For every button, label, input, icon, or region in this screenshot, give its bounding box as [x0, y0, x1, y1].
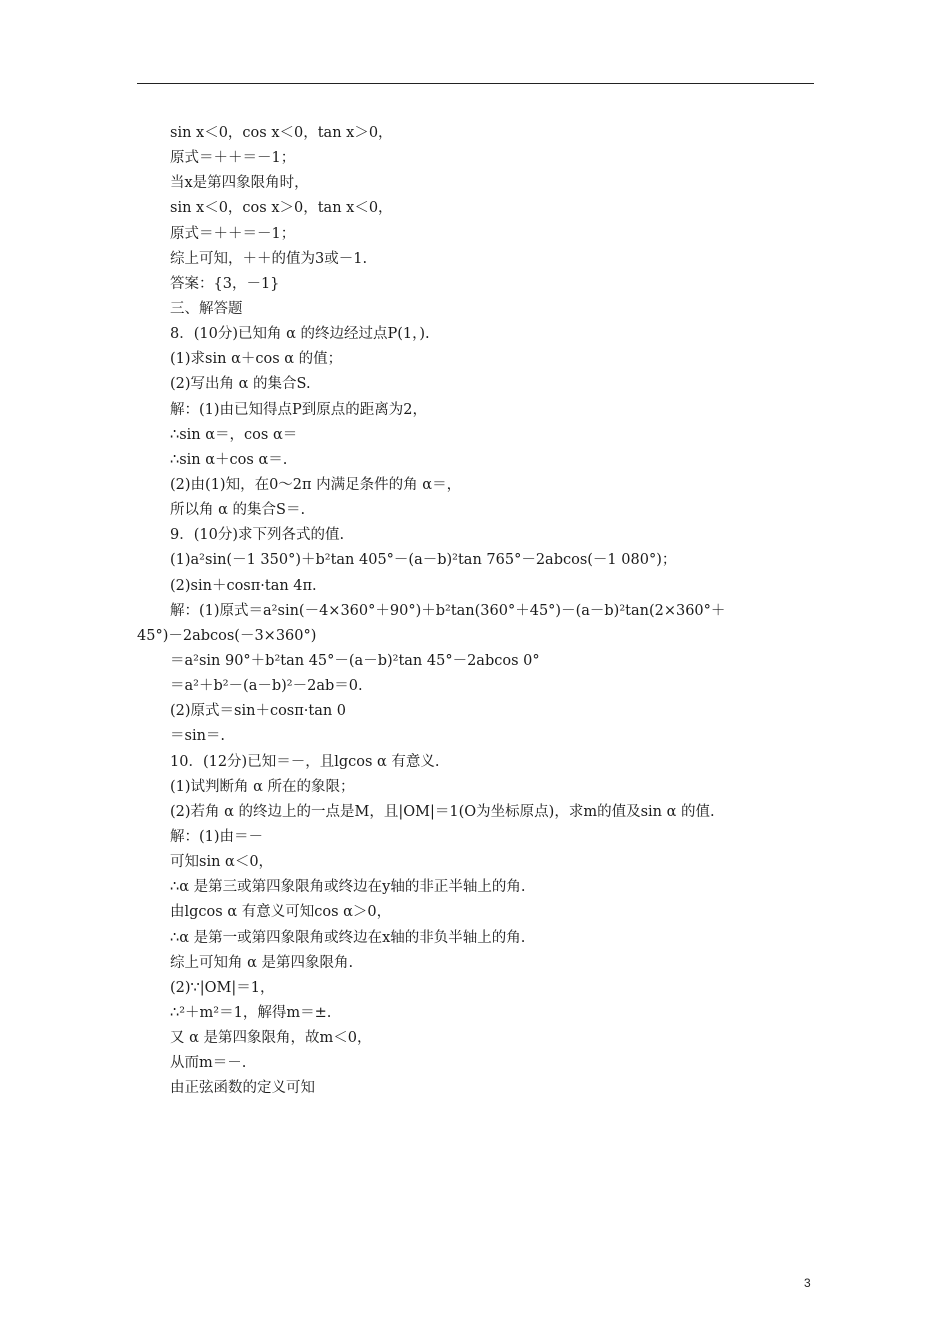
answer-line: 答案：{3，－1} — [170, 275, 280, 292]
text-line: 由正弦函数的定义可知 — [170, 1080, 315, 1097]
text-line: 原式＝＋＋＝－1； — [170, 150, 296, 167]
text-line: ∴²＋m²＝1，解得m＝±. — [170, 1004, 332, 1021]
question-8-title: 8．(10分)已知角 α 的终边经过点P(1，). — [170, 326, 430, 343]
text-line: 原式＝＋＋＝－1； — [170, 225, 296, 242]
text-line: (2)若角 α 的终边上的一点是M，且|OM|＝1(O为坐标原点)，求m的值及sin α 的值. — [170, 803, 715, 820]
text-line: 解：(1)由已知得点P到原点的距离为2， — [170, 401, 428, 418]
text-line: 综上可知角 α 是第四象限角. — [170, 954, 354, 971]
text-line: 可知sin α＜0， — [170, 854, 274, 871]
text-line: 又 α 是第四象限角，故m＜0， — [170, 1030, 372, 1047]
text-line: ∴sin α＋cos α＝. — [170, 451, 288, 468]
text-line: 综上可知，＋＋的值为3或－1. — [170, 250, 368, 267]
text-line: sin x＜0，cos x＞0，tan x＜0， — [170, 200, 393, 217]
question-9-title: 9．(10分)求下列各式的值. — [170, 527, 345, 544]
section-heading: 三、解答题 — [170, 300, 243, 317]
text-line: ∴α 是第一或第四象限角或终边在x轴的非负半轴上的角. — [170, 929, 526, 946]
text-line: 从而m＝－. — [170, 1055, 247, 1072]
text-line: (2)原式＝sin＋cosπ·tan 0 — [170, 703, 347, 720]
text-line: ∴sin α＝，cos α＝ — [170, 426, 298, 443]
text-line-continuation: 45°)－2abcos(－3×360°) — [137, 627, 317, 644]
text-line: (2)∵|OM|＝1， — [170, 979, 275, 996]
text-line: ＝a²sin 90°＋b²tan 45°－(a－b)²tan 45°－2abcos 0° — [170, 652, 540, 669]
text-line: 解：(1)由＝－ — [170, 828, 264, 845]
text-line: (2)写出角 α 的集合S. — [170, 376, 311, 393]
text-line: 所以角 α 的集合S＝. — [170, 502, 306, 519]
text-line: sin x＜0，cos x＜0，tan x＞0， — [170, 125, 393, 141]
text-line: (1)试判断角 α 所在的象限； — [170, 778, 355, 795]
text-line: ＝sin＝. — [170, 728, 226, 745]
text-line: (2)由(1)知，在0～2π 内满足条件的角 α＝， — [170, 476, 462, 493]
text-line: (2)sin＋cosπ·tan 4π. — [170, 577, 317, 594]
text-line: ∴α 是第三或第四象限角或终边在y轴的非正半轴上的角. — [170, 879, 526, 896]
question-10-title: 10．(12分)已知＝－，且lgcos α 有意义. — [170, 753, 440, 770]
text-line: (1)求sin α＋cos α 的值； — [170, 351, 343, 368]
text-line: (1)a²sin(－1 350°)＋b²tan 405°－(a－b)²tan 765°－2abcos(－1 080°)； — [170, 552, 677, 569]
text-line: 由lgcos α 有意义可知cos α＞0， — [170, 904, 392, 921]
page-number: 3 — [804, 1276, 811, 1290]
text-line: ＝a²＋b²－(a－b)²－2ab＝0. — [170, 678, 363, 695]
solution-text — [137, 121, 827, 1101]
header-rule — [137, 83, 814, 84]
text-line: 当x是第四象限角时， — [170, 175, 309, 192]
text-line: 解：(1)原式＝a²sin(－4×360°＋90°)＋b²tan(360°＋45°)－(a－b)²tan(2×360°＋ — [170, 602, 726, 619]
